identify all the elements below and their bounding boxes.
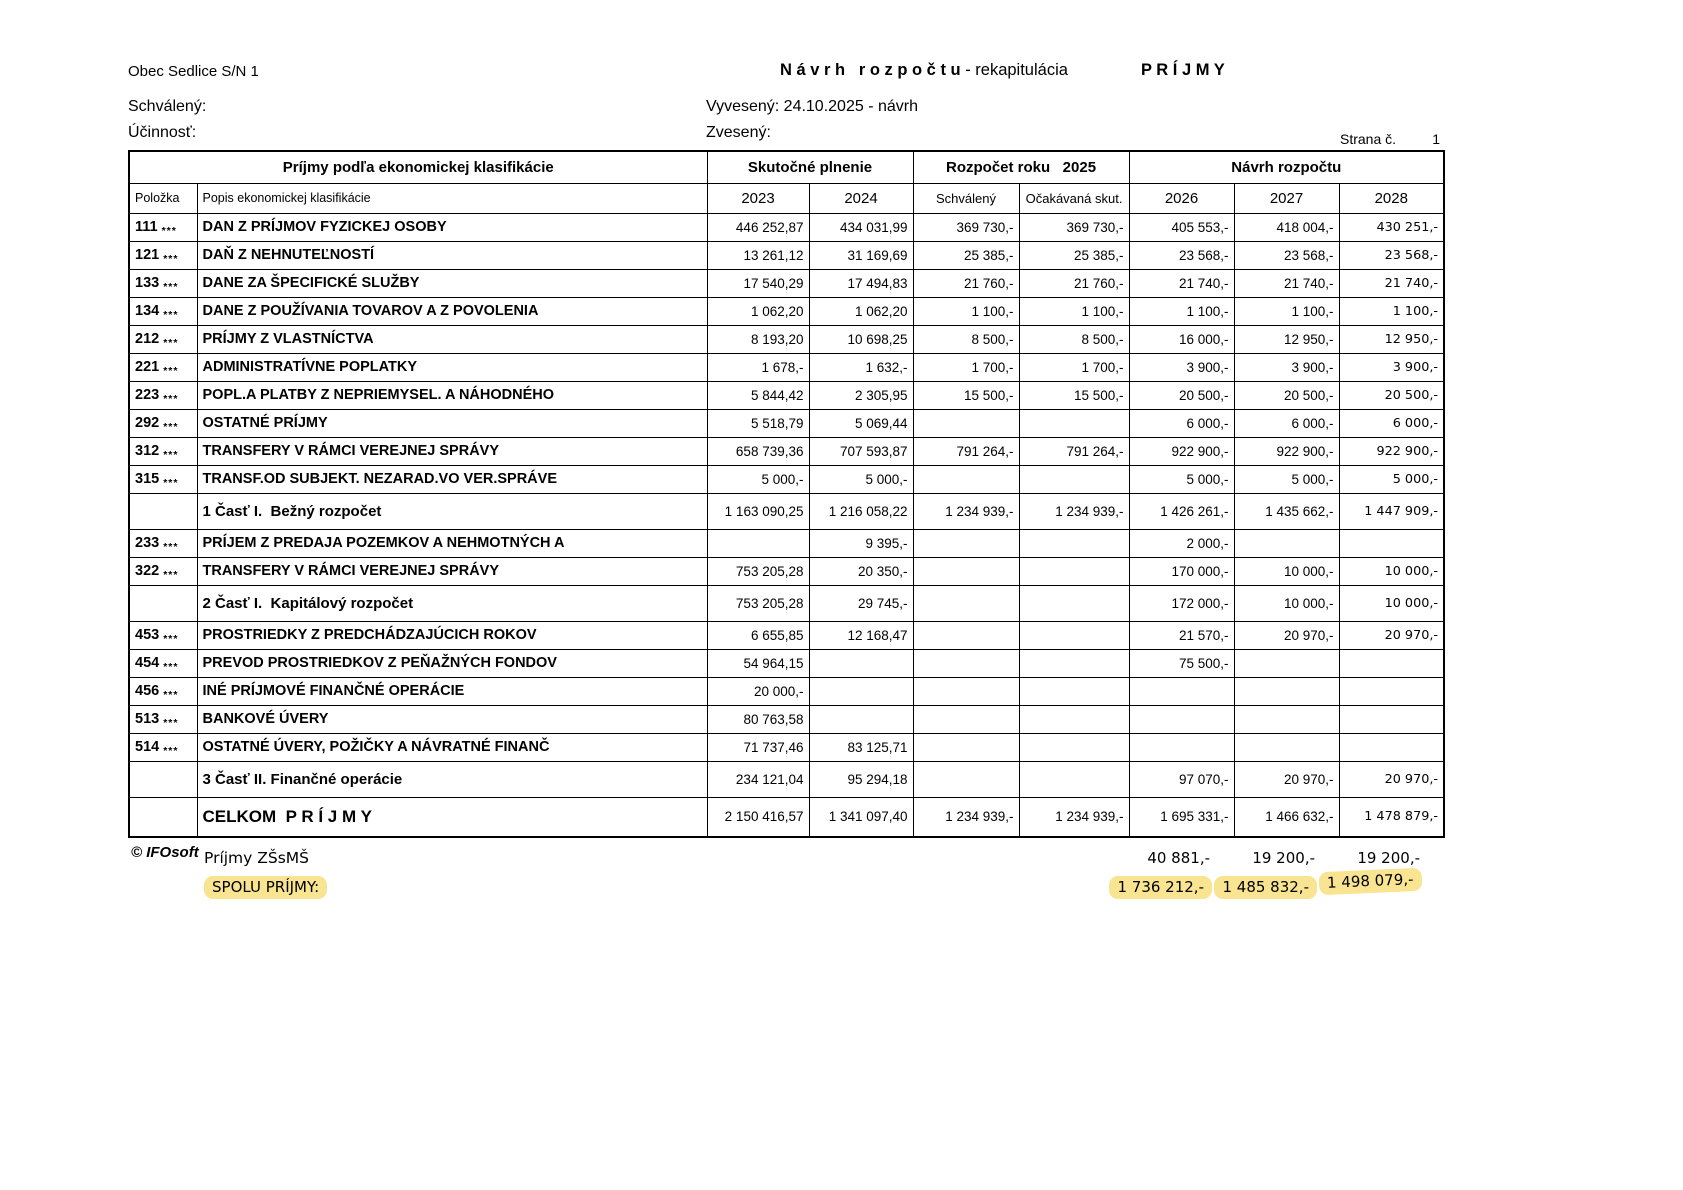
row-description: TRANSFERY V RÁMCI VEREJNEJ SPRÁVY xyxy=(197,437,707,465)
row-value xyxy=(913,529,1019,557)
row-description: PROSTRIEDKY Z PREDCHÁDZAJÚCICH ROKOV xyxy=(197,621,707,649)
row-value: 75 500,- xyxy=(1129,649,1234,677)
row-value: 71 737,46 xyxy=(707,733,809,761)
total-income-label-box xyxy=(204,876,327,899)
row-value: 6 655,85 xyxy=(707,621,809,649)
row-value xyxy=(1019,465,1129,493)
row-value: 1 695 331,- xyxy=(1129,797,1234,837)
table-row xyxy=(129,761,1444,797)
page-title-prijmy: P R Í J M Y xyxy=(1141,61,1225,79)
page-title-bold: N á v r h r o z p o č t u xyxy=(780,61,961,79)
row-value: 658 739,36 xyxy=(707,437,809,465)
zs-income-value-2026: 40 881,- xyxy=(1147,849,1210,867)
row-value: 9 395,- xyxy=(809,529,913,557)
table-row xyxy=(129,353,1444,381)
row-value: 12 168,47 xyxy=(809,621,913,649)
row-value: 5 000,- xyxy=(1339,465,1444,493)
row-value: 5 000,- xyxy=(1234,465,1339,493)
row-value: 791 264,- xyxy=(1019,437,1129,465)
row-value xyxy=(1129,677,1234,705)
row-value: 25 385,- xyxy=(913,241,1019,269)
row-value xyxy=(913,409,1019,437)
row-value: 8 500,- xyxy=(1019,325,1129,353)
table-row xyxy=(129,649,1444,677)
row-value: 1 700,- xyxy=(913,353,1019,381)
approved-label: Schválený: xyxy=(128,98,207,115)
row-code: 223 *** xyxy=(129,381,197,409)
page-title xyxy=(780,61,1068,80)
table-row xyxy=(129,325,1444,353)
row-value: 922 900,- xyxy=(1339,437,1444,465)
row-description: OSTATNÉ ÚVERY, POŽIČKY A NÁVRATNÉ FINANČ xyxy=(197,733,707,761)
total-income-label: SPOLU PRÍJMY: xyxy=(204,876,327,899)
table-row xyxy=(129,557,1444,585)
row-value: 15 500,- xyxy=(913,381,1019,409)
row-value: 753 205,28 xyxy=(707,585,809,621)
row-value: 21 570,- xyxy=(1129,621,1234,649)
posted-label: Vyvesený: 24.10.2025 - návrh xyxy=(706,98,918,115)
table-row xyxy=(129,297,1444,325)
total-income-value-2028-box xyxy=(1272,870,1422,893)
row-code: 212 *** xyxy=(129,325,197,353)
row-value xyxy=(1019,733,1129,761)
row-value: 5 518,79 xyxy=(707,409,809,437)
row-value: 15 500,- xyxy=(1019,381,1129,409)
table-row xyxy=(129,269,1444,297)
row-value: 20 350,- xyxy=(809,557,913,585)
table-row xyxy=(129,241,1444,269)
row-value: 1 234 939,- xyxy=(1019,493,1129,529)
row-value: 1 478 879,- xyxy=(1339,797,1444,837)
row-value xyxy=(1019,677,1129,705)
row-value: 12 950,- xyxy=(1339,325,1444,353)
row-value: 21 740,- xyxy=(1339,269,1444,297)
row-value xyxy=(809,649,913,677)
row-value xyxy=(1234,677,1339,705)
row-description: DAN Z PRÍJMOV FYZICKEJ OSOBY xyxy=(197,213,707,241)
row-value: 1 100,- xyxy=(1339,297,1444,325)
page-title-rest: - rekapitulácia xyxy=(960,61,1068,79)
row-value: 20 500,- xyxy=(1339,381,1444,409)
row-code: 133 *** xyxy=(129,269,197,297)
row-description: 1 Časť I. Bežný rozpočet xyxy=(197,493,707,529)
col-header-2024: 2024 xyxy=(809,183,913,213)
row-value: 1 341 097,40 xyxy=(809,797,913,837)
row-value: 10 000,- xyxy=(1234,585,1339,621)
row-value: 2 000,- xyxy=(1129,529,1234,557)
total-income-value-2026: 1 736 212,- xyxy=(1109,876,1212,899)
row-value: 8 193,20 xyxy=(707,325,809,353)
row-code: 221 *** xyxy=(129,353,197,381)
row-value: 23 568,- xyxy=(1339,241,1444,269)
table-row xyxy=(129,529,1444,557)
row-value: 10 000,- xyxy=(1339,557,1444,585)
row-value: 791 264,- xyxy=(913,437,1019,465)
col-header-2023: 2023 xyxy=(707,183,809,213)
row-value xyxy=(1339,677,1444,705)
row-value: 1 447 909,- xyxy=(1339,493,1444,529)
row-value: 1 700,- xyxy=(1019,353,1129,381)
row-value: 5 069,44 xyxy=(809,409,913,437)
row-value xyxy=(913,585,1019,621)
row-value: 234 121,04 xyxy=(707,761,809,797)
row-code: 292 *** xyxy=(129,409,197,437)
row-code: 513 *** xyxy=(129,705,197,733)
row-code: 456 *** xyxy=(129,677,197,705)
row-value xyxy=(1019,621,1129,649)
row-code: 233 *** xyxy=(129,529,197,557)
col-header-2026: 2026 xyxy=(1129,183,1234,213)
row-value: 5 844,42 xyxy=(707,381,809,409)
row-value xyxy=(1129,705,1234,733)
row-value: 20 500,- xyxy=(1129,381,1234,409)
row-value: 25 385,- xyxy=(1019,241,1129,269)
row-value xyxy=(1019,557,1129,585)
table-row xyxy=(129,493,1444,529)
row-code: 121 *** xyxy=(129,241,197,269)
row-value: 95 294,18 xyxy=(809,761,913,797)
row-value: 13 261,12 xyxy=(707,241,809,269)
table-row xyxy=(129,409,1444,437)
row-value xyxy=(913,733,1019,761)
row-value: 10 698,25 xyxy=(809,325,913,353)
row-value xyxy=(707,529,809,557)
row-value: 1 062,20 xyxy=(707,297,809,325)
row-value xyxy=(1234,705,1339,733)
row-description: DANE Z POUŽÍVANIA TOVAROV A Z POVOLENIA xyxy=(197,297,707,325)
table-row xyxy=(129,465,1444,493)
table-row xyxy=(129,621,1444,649)
total-income-value-2028: 1 498 079,- xyxy=(1319,868,1422,895)
row-value: 20 970,- xyxy=(1234,761,1339,797)
row-value: 17 540,29 xyxy=(707,269,809,297)
effective-label: Účinnosť: xyxy=(128,124,197,141)
row-value xyxy=(1339,733,1444,761)
table-row xyxy=(129,213,1444,241)
row-code: 312 *** xyxy=(129,437,197,465)
row-value xyxy=(1234,733,1339,761)
table-row xyxy=(129,677,1444,705)
row-value: 3 900,- xyxy=(1234,353,1339,381)
col-header-2028: 2028 xyxy=(1339,183,1444,213)
zs-income-label: Príjmy ZŠsMŠ xyxy=(204,849,310,867)
col-header-popis: Popis ekonomickej klasifikácie xyxy=(197,183,707,213)
row-value: 430 251,- xyxy=(1339,213,1444,241)
row-code xyxy=(129,797,197,837)
row-value: 369 730,- xyxy=(1019,213,1129,241)
row-code: 514 *** xyxy=(129,733,197,761)
col-header-schvaleny: Schválený xyxy=(913,183,1019,213)
table-row xyxy=(129,705,1444,733)
row-code xyxy=(129,493,197,529)
row-value: 1 435 662,- xyxy=(1234,493,1339,529)
row-value: 6 000,- xyxy=(1339,409,1444,437)
col-header-ocakavana: Očakávaná skut. xyxy=(1019,183,1129,213)
row-value xyxy=(1234,529,1339,557)
row-value: 707 593,87 xyxy=(809,437,913,465)
row-value: 21 740,- xyxy=(1129,269,1234,297)
zs-income-value-2028: 19 200,- xyxy=(1357,849,1420,867)
group-header-classification: Príjmy podľa ekonomickej klasifikácie xyxy=(129,151,707,183)
row-value xyxy=(1234,649,1339,677)
row-value xyxy=(1019,705,1129,733)
row-value: 8 500,- xyxy=(913,325,1019,353)
table-group-header-row xyxy=(129,151,1444,183)
table-row xyxy=(129,585,1444,621)
row-description: ADMINISTRATÍVNE POPLATKY xyxy=(197,353,707,381)
row-description: PRÍJEM Z PREDAJA POZEMKOV A NEHMOTNÝCH A xyxy=(197,529,707,557)
row-value: 1 234 939,- xyxy=(913,797,1019,837)
row-value: 20 970,- xyxy=(1339,761,1444,797)
table-row xyxy=(129,797,1444,837)
row-value: 5 000,- xyxy=(809,465,913,493)
row-value: 1 216 058,22 xyxy=(809,493,913,529)
row-value: 172 000,- xyxy=(1129,585,1234,621)
row-description: PRÍJMY Z VLASTNÍCTVA xyxy=(197,325,707,353)
row-value: 1 163 090,25 xyxy=(707,493,809,529)
row-value: 21 760,- xyxy=(913,269,1019,297)
table-row xyxy=(129,733,1444,761)
col-header-2027: 2027 xyxy=(1234,183,1339,213)
row-value: 2 150 416,57 xyxy=(707,797,809,837)
row-value: 23 568,- xyxy=(1234,241,1339,269)
row-description: POPL.A PLATBY Z NEPRIEMYSEL. A NÁHODNÉHO xyxy=(197,381,707,409)
table-row xyxy=(129,381,1444,409)
row-value: 3 900,- xyxy=(1339,353,1444,381)
col-header-polozka: Položka xyxy=(129,183,197,213)
row-value: 3 900,- xyxy=(1129,353,1234,381)
row-value: 1 426 261,- xyxy=(1129,493,1234,529)
row-description: DANE ZA ŠPECIFICKÉ SLUŽBY xyxy=(197,269,707,297)
row-code: 453 *** xyxy=(129,621,197,649)
row-value: 1 100,- xyxy=(1019,297,1129,325)
row-value: 31 169,69 xyxy=(809,241,913,269)
row-value xyxy=(913,465,1019,493)
row-description: TRANSF.OD SUBJEKT. NEZARAD.VO VER.SPRÁVE xyxy=(197,465,707,493)
budget-table xyxy=(128,150,1445,838)
organization-name: Obec Sedlice S/N 1 xyxy=(128,63,259,80)
row-value xyxy=(809,677,913,705)
row-value: 5 000,- xyxy=(1129,465,1234,493)
row-value: 20 000,- xyxy=(707,677,809,705)
row-value xyxy=(1019,761,1129,797)
row-value: 97 070,- xyxy=(1129,761,1234,797)
row-value xyxy=(1339,529,1444,557)
row-value xyxy=(1339,649,1444,677)
row-value: 80 763,58 xyxy=(707,705,809,733)
row-value: 1 100,- xyxy=(1129,297,1234,325)
row-code: 315 *** xyxy=(129,465,197,493)
row-code xyxy=(129,761,197,797)
page-number-value: 1 xyxy=(1432,131,1440,147)
row-value xyxy=(1019,649,1129,677)
row-value: 20 970,- xyxy=(1339,621,1444,649)
row-description: DAŇ Z NEHNUTEĽNOSTÍ xyxy=(197,241,707,269)
row-description: INÉ PRÍJMOVÉ FINANČNÉ OPERÁCIE xyxy=(197,677,707,705)
row-value: 2 305,95 xyxy=(809,381,913,409)
row-value: 1 234 939,- xyxy=(913,493,1019,529)
row-value xyxy=(809,705,913,733)
row-value xyxy=(913,557,1019,585)
row-value: 23 568,- xyxy=(1129,241,1234,269)
group-header-proposal: Návrh rozpočtu xyxy=(1129,151,1444,183)
page-number xyxy=(1340,131,1440,147)
removed-label: Zvesený: xyxy=(706,124,771,141)
row-value: 369 730,- xyxy=(913,213,1019,241)
row-description: TRANSFERY V RÁMCI VEREJNEJ SPRÁVY xyxy=(197,557,707,585)
row-code xyxy=(129,585,197,621)
row-value: 753 205,28 xyxy=(707,557,809,585)
row-value: 1 062,20 xyxy=(809,297,913,325)
page-number-label: Strana č. xyxy=(1340,131,1397,147)
row-value: 1 632,- xyxy=(809,353,913,381)
row-description: 3 Časť II. Finančné operácie xyxy=(197,761,707,797)
row-value: 83 125,71 xyxy=(809,733,913,761)
row-value: 170 000,- xyxy=(1129,557,1234,585)
row-value: 16 000,- xyxy=(1129,325,1234,353)
row-value: 29 745,- xyxy=(809,585,913,621)
row-value: 922 900,- xyxy=(1234,437,1339,465)
table-body xyxy=(129,213,1444,837)
row-value: 10 000,- xyxy=(1234,557,1339,585)
row-value xyxy=(913,677,1019,705)
row-value xyxy=(913,705,1019,733)
row-description: CELKOM P R Í J M Y xyxy=(197,797,707,837)
row-value: 10 000,- xyxy=(1339,585,1444,621)
vendor-mark: © IFOsoft xyxy=(131,844,199,861)
row-value: 1 234 939,- xyxy=(1019,797,1129,837)
row-description: OSTATNÉ PRÍJMY xyxy=(197,409,707,437)
table-row xyxy=(129,437,1444,465)
row-value: 6 000,- xyxy=(1129,409,1234,437)
row-value: 446 252,87 xyxy=(707,213,809,241)
row-value: 1 100,- xyxy=(913,297,1019,325)
group-header-budget-2025: Rozpočet roku 2025 xyxy=(913,151,1129,183)
row-value: 20 500,- xyxy=(1234,381,1339,409)
row-value: 1 466 632,- xyxy=(1234,797,1339,837)
row-value xyxy=(1019,529,1129,557)
total-income-value-2027: 1 485 832,- xyxy=(1214,876,1317,899)
row-value: 1 678,- xyxy=(707,353,809,381)
row-value xyxy=(1129,733,1234,761)
zs-income-value-2027: 19 200,- xyxy=(1252,849,1315,867)
row-value: 1 100,- xyxy=(1234,297,1339,325)
row-description: 2 Časť I. Kapitálový rozpočet xyxy=(197,585,707,621)
row-value: 5 000,- xyxy=(707,465,809,493)
row-code: 134 *** xyxy=(129,297,197,325)
row-value: 6 000,- xyxy=(1234,409,1339,437)
row-code: 111 *** xyxy=(129,213,197,241)
row-value xyxy=(1019,585,1129,621)
group-header-actual: Skutočné plnenie xyxy=(707,151,913,183)
row-value: 922 900,- xyxy=(1129,437,1234,465)
row-description: PREVOD PROSTRIEDKOV Z PEŇAŽNÝCH FONDOV xyxy=(197,649,707,677)
row-code: 322 *** xyxy=(129,557,197,585)
row-value: 12 950,- xyxy=(1234,325,1339,353)
row-value: 21 740,- xyxy=(1234,269,1339,297)
row-value: 405 553,- xyxy=(1129,213,1234,241)
table-column-header-row xyxy=(129,183,1444,213)
row-value: 434 031,99 xyxy=(809,213,913,241)
row-value: 418 004,- xyxy=(1234,213,1339,241)
row-description: BANKOVÉ ÚVERY xyxy=(197,705,707,733)
row-code: 454 *** xyxy=(129,649,197,677)
row-value: 21 760,- xyxy=(1019,269,1129,297)
row-value: 17 494,83 xyxy=(809,269,913,297)
row-value xyxy=(913,761,1019,797)
row-value xyxy=(1339,705,1444,733)
row-value xyxy=(1019,409,1129,437)
row-value: 20 970,- xyxy=(1234,621,1339,649)
row-value: 54 964,15 xyxy=(707,649,809,677)
row-value xyxy=(913,649,1019,677)
row-value xyxy=(913,621,1019,649)
